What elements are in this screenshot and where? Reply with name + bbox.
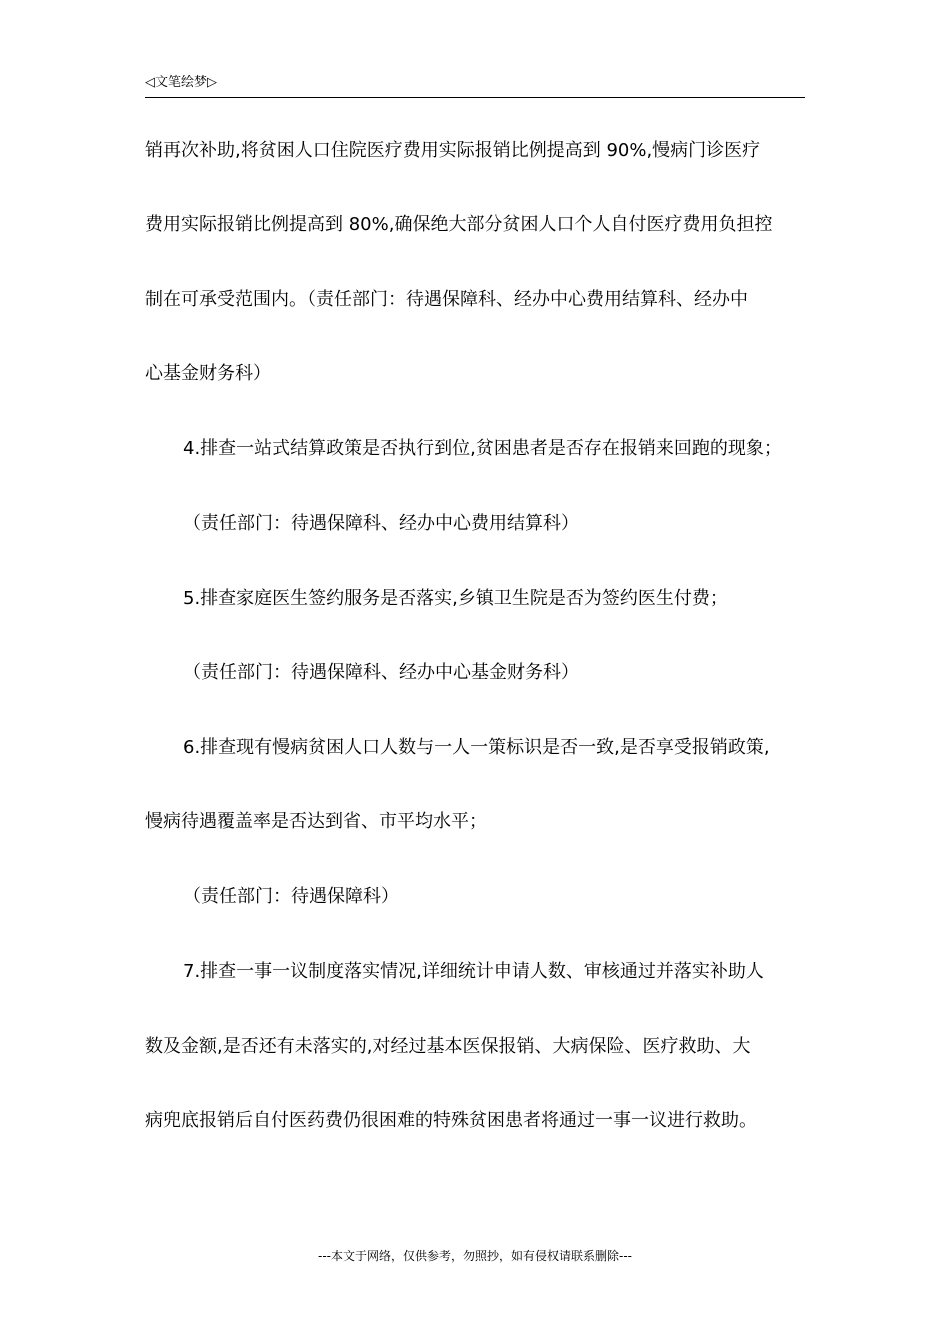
- body-line: 费用实际报销比例提高到 80%,确保绝大部分贫困人口个人自付医疗费用负担控: [145, 214, 773, 235]
- header-divider: [145, 97, 805, 98]
- body-line: 病兜底报销后自付医药费仍很困难的特殊贫困患者将通过一事一议进行救助。: [145, 1110, 757, 1131]
- body-line: （责任部门：待遇保障科、经办中心基金财务科）: [183, 662, 579, 683]
- body-line: （责任部门：待遇保障科）: [183, 886, 399, 907]
- body-line: （责任部门：待遇保障科、经办中心费用结算科）: [183, 513, 579, 534]
- body-line: 销再次补助,将贫困人口住院医疗费用实际报销比例提高到 90%,慢病门诊医疗: [145, 140, 761, 161]
- page-footer: ---本文于网络，仅供参考，勿照抄，如有侵权请联系删除---: [318, 1249, 632, 1263]
- body-line: 制在可承受范围内。（责任部门：待遇保障科、经办中心费用结算科、经办中: [145, 289, 748, 310]
- body-line: 4.排查一站式结算政策是否执行到位,贫困患者是否存在报销来回跑的现象；: [183, 438, 782, 459]
- body-line: 6.排查现有慢病贫困人口人数与一人一策标识是否一致,是否享受报销政策,: [183, 737, 770, 758]
- body-line: 慢病待遇覆盖率是否达到省、市平均水平；: [145, 811, 487, 832]
- body-line: 5.排查家庭医生签约服务是否落实,乡镇卫生院是否为签约医生付费；: [183, 588, 728, 609]
- body-line: 心基金财务科）: [145, 363, 271, 384]
- body-line: 7.排查一事一议制度落实情况,详细统计申请人数、审核通过并落实补助人: [183, 961, 764, 982]
- body-line: 数及金额,是否还有未落实的,对经过基本医保报销、大病保险、医疗救助、大: [145, 1036, 751, 1057]
- page-header: ◁文笔绘梦▷: [145, 75, 217, 90]
